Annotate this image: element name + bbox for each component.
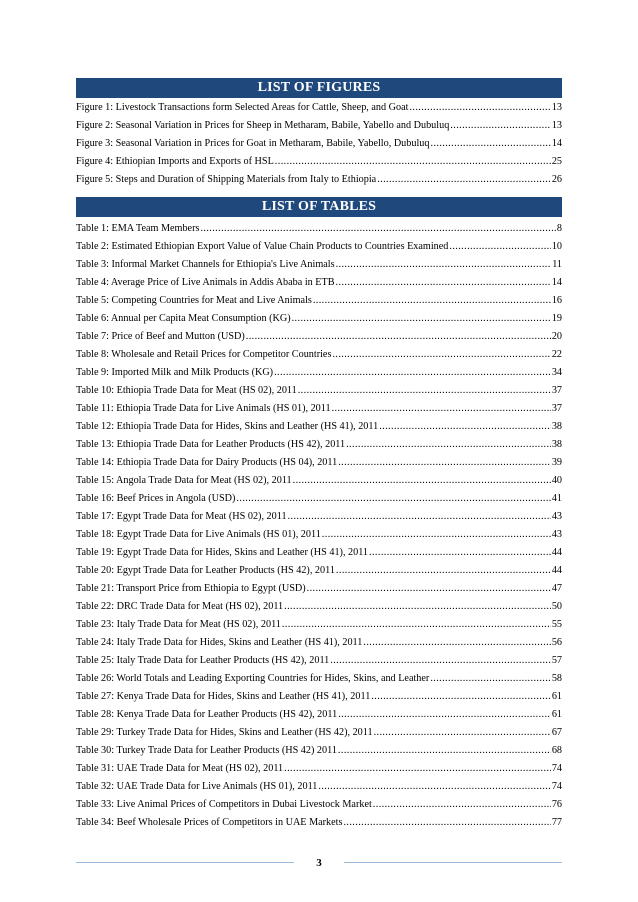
table-entry[interactable] — [76, 418, 562, 436]
entry-title: Figure 2: Seasonal Variation in Prices for Sheep in Metharam, Babile, Yabello and Dubuluq — [76, 120, 450, 131]
entry-page: 39 — [551, 457, 562, 468]
entry-page: 22 — [551, 349, 562, 360]
entry-page: 14 — [551, 277, 562, 288]
entry-title: Table 25: Italy Trade Data for Leather Products (HS 42), 2011 — [76, 655, 330, 666]
entry-page: 38 — [551, 421, 562, 432]
dot-leader — [284, 598, 551, 616]
entry-title: Table 19: Egypt Trade Data for Hides, Skins and Leather (HS 41), 2011 — [76, 547, 369, 558]
table-entry[interactable] — [76, 328, 562, 346]
entry-title: Table 34: Beef Wholesale Prices of Competitors in UAE Markets — [76, 817, 343, 828]
entry-page: 16 — [551, 295, 562, 306]
entry-page: 25 — [551, 156, 562, 167]
entry-page: 61 — [551, 691, 562, 702]
dot-leader — [318, 778, 550, 796]
table-entry[interactable] — [76, 742, 562, 760]
footer-rule-right — [344, 862, 562, 863]
entry-page: 11 — [552, 259, 562, 270]
entry-page: 8 — [556, 223, 562, 234]
figure-entry[interactable] — [76, 171, 562, 189]
entry-title: Figure 1: Livestock Transactions form Selected Areas for Cattle, Sheep, and Goat — [76, 102, 409, 113]
entry-title: Table 4: Average Price of Live Animals in Addis Ababa in ETB — [76, 277, 335, 288]
entry-title: Figure 5: Steps and Duration of Shipping Materials from Italy to Ethiopia — [76, 174, 377, 185]
entry-title: Table 7: Price of Beef and Mutton (USD) — [76, 331, 245, 342]
entry-title: Table 15: Angola Trade Data for Meat (HS 02), 2011 — [76, 475, 292, 486]
entry-page: 68 — [551, 745, 562, 756]
table-entry[interactable] — [76, 220, 562, 238]
entry-title: Table 2: Estimated Ethiopian Export Value of Value Chain Products to Countries Examined — [76, 241, 449, 252]
entry-page: 74 — [551, 763, 562, 774]
entry-page: 47 — [551, 583, 562, 594]
dot-leader — [338, 742, 551, 760]
dot-leader — [450, 117, 551, 135]
dot-leader — [336, 274, 551, 292]
entry-page: 14 — [551, 138, 562, 149]
dot-leader — [293, 472, 551, 490]
entry-page: 13 — [551, 102, 562, 113]
table-entry[interactable] — [76, 544, 562, 562]
entry-page: 34 — [551, 367, 562, 378]
table-entry[interactable] — [76, 814, 562, 832]
dot-leader — [307, 580, 551, 598]
entry-title: Table 3: Informal Market Channels for Ethiopia's Live Animals — [76, 259, 335, 270]
entry-page: 41 — [551, 493, 562, 504]
entry-title: Table 21: Transport Price from Ethiopia to Egypt (USD) — [76, 583, 306, 594]
dot-leader — [274, 364, 551, 382]
table-entry[interactable] — [76, 436, 562, 454]
entry-page: 76 — [551, 799, 562, 810]
table-entry[interactable] — [76, 778, 562, 796]
figure-entry[interactable] — [76, 117, 562, 135]
entry-page: 19 — [551, 313, 562, 324]
table-entry[interactable] — [76, 796, 562, 814]
entry-title: Table 8: Wholesale and Retail Prices for Competitor Countries — [76, 349, 332, 360]
table-entry[interactable] — [76, 616, 562, 634]
table-entry[interactable] — [76, 598, 562, 616]
dot-leader — [336, 562, 551, 580]
dot-leader — [363, 634, 550, 652]
tables-list — [76, 220, 562, 832]
entry-title: Table 9: Imported Milk and Milk Products (KG) — [76, 367, 274, 378]
entry-title: Table 23: Italy Trade Data for Meat (HS 02), 2011 — [76, 619, 281, 630]
entry-page: 58 — [551, 673, 562, 684]
table-entry[interactable] — [76, 688, 562, 706]
entry-title: Figure 3: Seasonal Variation in Prices for Goat in Metharam, Babile, Yabello, Dubuluq — [76, 138, 430, 149]
entry-title: Table 22: DRC Trade Data for Meat (HS 02), 2011 — [76, 601, 284, 612]
dot-leader — [332, 346, 550, 364]
entry-page: 43 — [551, 511, 562, 522]
figure-entry[interactable] — [76, 153, 562, 171]
entry-page: 10 — [551, 241, 562, 252]
entry-page: 55 — [551, 619, 562, 630]
table-entry[interactable] — [76, 256, 562, 274]
table-entry[interactable] — [76, 472, 562, 490]
entry-title: Table 24: Italy Trade Data for Hides, Skins and Leather (HS 41), 2011 — [76, 637, 363, 648]
entry-page: 61 — [551, 709, 562, 720]
dot-leader — [284, 760, 551, 778]
entry-title: Table 1: EMA Team Members — [76, 223, 200, 234]
table-entry[interactable] — [76, 670, 562, 688]
table-entry[interactable] — [76, 346, 562, 364]
table-entry[interactable] — [76, 508, 562, 526]
dot-leader — [336, 256, 552, 274]
entry-page: 74 — [551, 781, 562, 792]
dot-leader — [288, 508, 551, 526]
entry-title: Table 14: Ethiopia Trade Data for Dairy Products (HS 04), 2011 — [76, 457, 338, 468]
dot-leader — [377, 171, 551, 189]
entry-title: Figure 4: Ethiopian Imports and Exports of HSL — [76, 156, 274, 167]
entry-title: Table 13: Ethiopia Trade Data for Leather Products (HS 42), 2011 — [76, 439, 346, 450]
table-entry[interactable] — [76, 562, 562, 580]
entry-page: 77 — [551, 817, 562, 828]
table-entry[interactable] — [76, 760, 562, 778]
page-number: 3 — [316, 857, 322, 869]
entry-title: Table 17: Egypt Trade Data for Meat (HS 02), 2011 — [76, 511, 287, 522]
table-entry[interactable] — [76, 634, 562, 652]
dot-leader — [282, 616, 551, 634]
table-entry[interactable] — [76, 652, 562, 670]
dot-leader — [373, 796, 551, 814]
figure-entry[interactable] — [76, 135, 562, 153]
entry-title: Table 20: Egypt Trade Data for Leather Products (HS 42), 2011 — [76, 565, 335, 576]
dot-leader — [431, 135, 551, 153]
dot-leader — [346, 436, 551, 454]
dot-leader — [369, 544, 551, 562]
entry-title: Table 26: World Totals and Leading Exporting Countries for Hides, Skins, and Leather — [76, 673, 430, 684]
entry-title: Table 33: Live Animal Prices of Competitors in Dubai Livestock Market — [76, 799, 372, 810]
dot-leader — [338, 454, 551, 472]
dot-leader — [236, 490, 550, 508]
list-of-tables-heading: LIST OF TABLES — [76, 197, 562, 217]
list-of-figures-heading: LIST OF FIGURES — [76, 78, 562, 98]
entry-title: Table 27: Kenya Trade Data for Hides, Skins and Leather (HS 41), 2011 — [76, 691, 371, 702]
entry-page: 26 — [551, 174, 562, 185]
dot-leader — [332, 400, 551, 418]
dot-leader — [292, 310, 551, 328]
dot-leader — [330, 652, 551, 670]
entry-page: 67 — [551, 727, 562, 738]
entry-page: 38 — [551, 439, 562, 450]
entry-page: 37 — [551, 403, 562, 414]
entry-title: Table 28: Kenya Trade Data for Leather Products (HS 42), 2011 — [76, 709, 338, 720]
figure-entry[interactable] — [76, 99, 562, 117]
table-entry[interactable] — [76, 454, 562, 472]
dot-leader — [313, 292, 551, 310]
table-entry[interactable] — [76, 292, 562, 310]
entry-page: 56 — [551, 637, 562, 648]
dot-leader — [449, 238, 550, 256]
entry-page: 50 — [551, 601, 562, 612]
dot-leader — [275, 153, 551, 171]
table-entry[interactable] — [76, 526, 562, 544]
entry-title: Table 12: Ethiopia Trade Data for Hides, Skins and Leather (HS 41), 2011 — [76, 421, 379, 432]
table-entry[interactable] — [76, 274, 562, 292]
dot-leader — [200, 220, 555, 238]
entry-page: 44 — [551, 547, 562, 558]
entry-page: 44 — [551, 565, 562, 576]
table-entry[interactable] — [76, 706, 562, 724]
dot-leader — [379, 418, 551, 436]
entry-title: Table 30: Turkey Trade Data for Leather Products (HS 42) 2011 — [76, 745, 337, 756]
entry-title: Table 29: Turkey Trade Data for Hides, Skins and Leather (HS 42), 2011 — [76, 727, 373, 738]
entry-page: 20 — [551, 331, 562, 342]
footer-rule-left — [76, 862, 294, 863]
table-entry[interactable] — [76, 400, 562, 418]
entry-page: 40 — [551, 475, 562, 486]
dot-leader — [374, 724, 551, 742]
dot-leader — [371, 688, 551, 706]
table-entry[interactable] — [76, 724, 562, 742]
table-entry[interactable] — [76, 310, 562, 328]
dot-leader — [409, 99, 550, 117]
entry-page: 37 — [551, 385, 562, 396]
entry-title: Table 18: Egypt Trade Data for Live Animals (HS 01), 2011 — [76, 529, 321, 540]
dot-leader — [298, 382, 551, 400]
dot-leader — [246, 328, 551, 346]
entry-title: Table 5: Competing Countries for Meat and Live Animals — [76, 295, 312, 306]
table-entry[interactable] — [76, 364, 562, 382]
dot-leader — [338, 706, 551, 724]
table-entry[interactable] — [76, 580, 562, 598]
entry-title: Table 6: Annual per Capita Meat Consumption (KG) — [76, 313, 291, 324]
entry-title: Table 10: Ethiopia Trade Data for Meat (HS 02), 2011 — [76, 385, 297, 396]
table-entry[interactable] — [76, 490, 562, 508]
entry-title: Table 11: Ethiopia Trade Data for Live Animals (HS 01), 2011 — [76, 403, 331, 414]
entry-title: Table 16: Beef Prices in Angola (USD) — [76, 493, 236, 504]
dot-leader — [322, 526, 551, 544]
entry-title: Table 32: UAE Trade Data for Live Animals (HS 01), 2011 — [76, 781, 318, 792]
entry-page: 13 — [551, 120, 562, 131]
dot-leader — [343, 814, 550, 832]
entry-title: Table 31: UAE Trade Data for Meat (HS 02), 2011 — [76, 763, 284, 774]
table-entry[interactable] — [76, 382, 562, 400]
entry-page: 57 — [551, 655, 562, 666]
dot-leader — [430, 670, 551, 688]
table-entry[interactable] — [76, 238, 562, 256]
entry-page: 43 — [551, 529, 562, 540]
figures-list — [76, 99, 562, 189]
